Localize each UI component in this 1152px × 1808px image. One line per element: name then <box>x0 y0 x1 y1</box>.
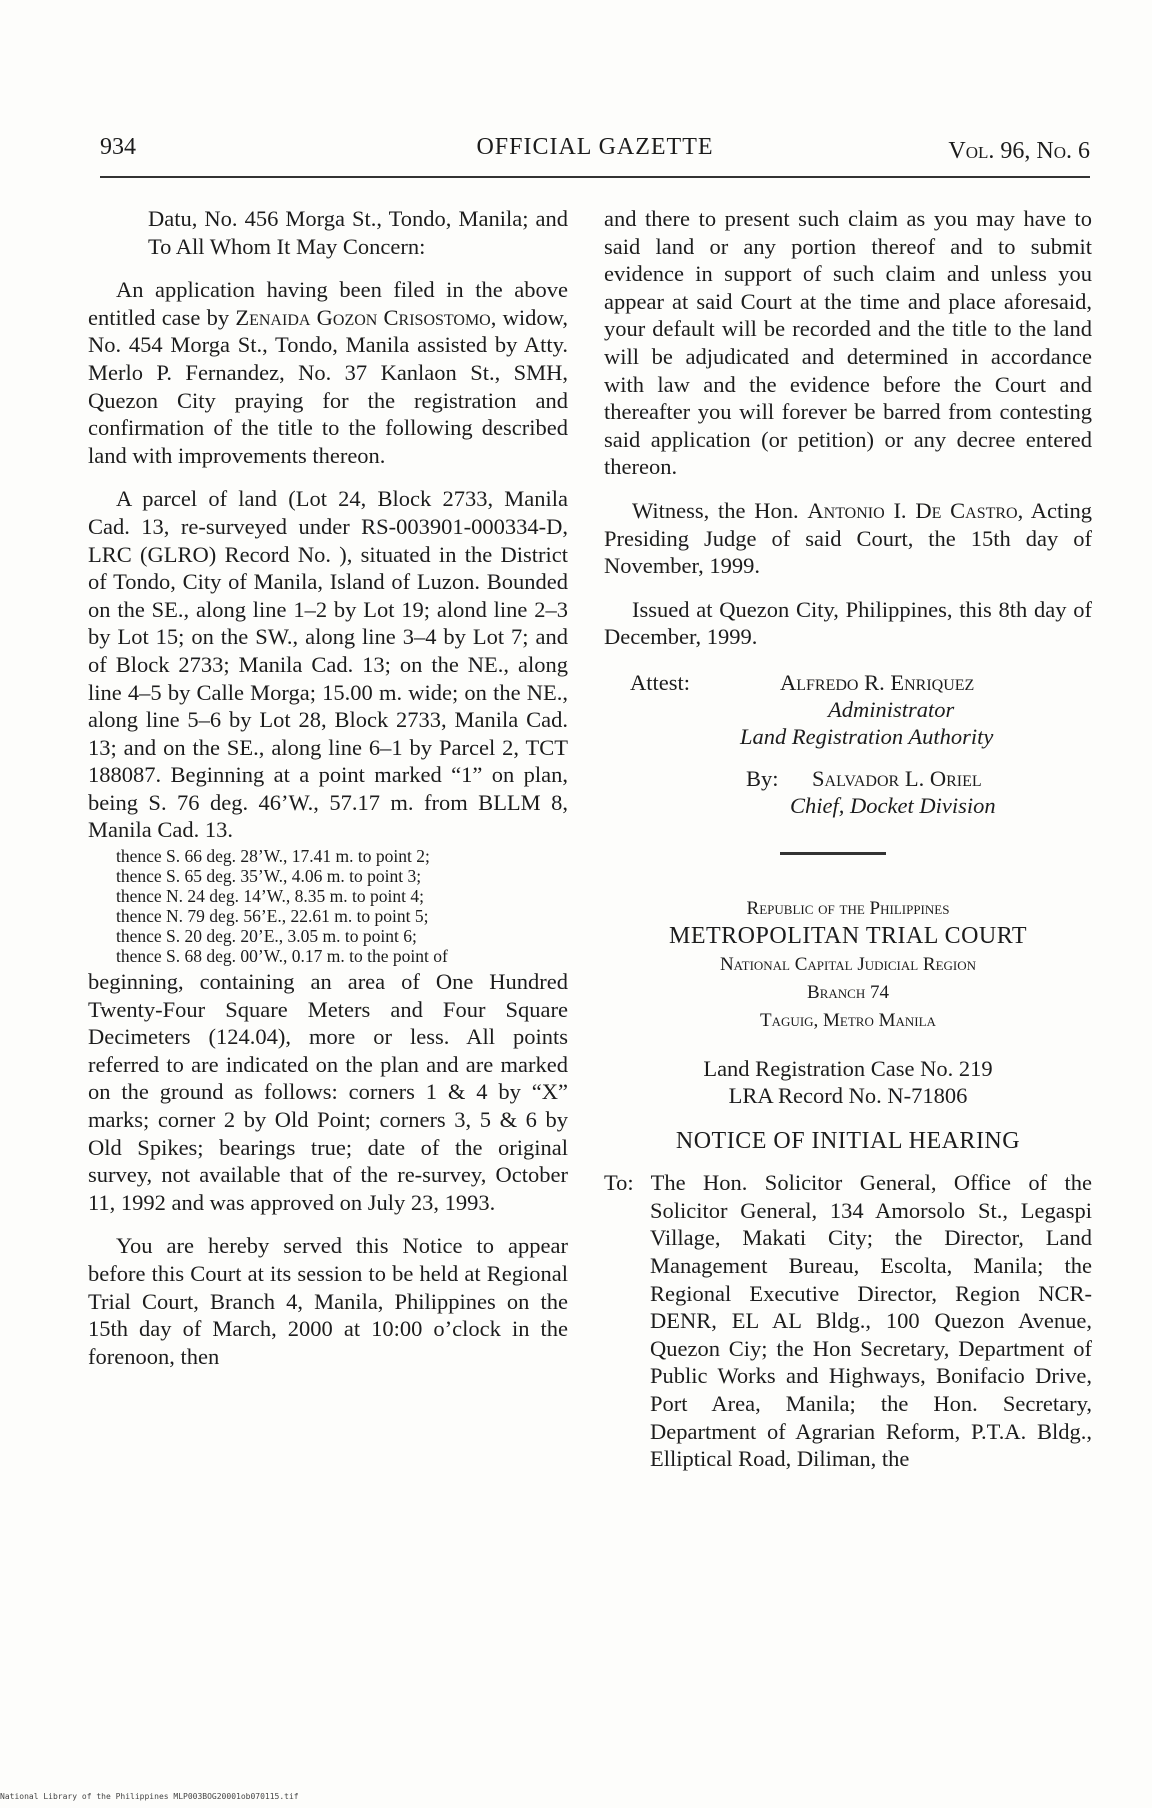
publication-title: OFFICIAL GAZETTE <box>476 134 714 160</box>
left-column <box>88 205 568 1370</box>
applicant-name: Zenaida Gozon Crisostomo <box>235 304 491 330</box>
case-number: Land Registration Case No. 219 <box>703 1055 993 1081</box>
attest-authority: Land Registration Authority <box>740 723 994 749</box>
by-name: Salvador L. Oriel <box>812 765 982 791</box>
parcel-description: A parcel of land (Lot 24, Block 2733, Manila Cad. 13, re-surveyed under RS-003901-000334-D, LRC (GLRO) Record No. ), situated in the District of Tondo, City of Manila, Island of Luzon. Bounded on the SE., along line 1–2 by Lot 19; alond line 2–3 by Lot 15; on the SW., along line 3–4 by Lot 7; and of Block 2733; Manila Cad. 13; on the NE., along line 4–5 by Calle Morga; 15.00 m. wide; on the NE., along line 5–6 by Lot 28, Block 2733, Manila Cad. 13; and on the SE., along line 6–1 by Parcel 2, TCT 188087. Beginning at a point marked “1” on plan, being S. 76 deg. 46’W., 57.17 m. from BLLM 8, Manila Cad. 13. <box>88 486 568 843</box>
witness-paragraph: Witness, the Hon. Antonio I. De Castro, Acting Presiding Judge of said Court, the 15th day of November, 1999. <box>604 497 1092 579</box>
notice-addressees: To: The Hon. Solicitor General, Office of the Solicitor General, 134 Amorsolo St., Legaspi Village, Makati City; the Director, Land Management Bureau, Escolta, Manila; the Regional Executive Director, Region NCR-DENR, EL AL Bldg., 100 Quezon Avenue, Quezon Ciy; the Hon Secretary, Department of Public Works and Highways, Bonifacio Drive, Port Area, Manila; the Hon. Secretary, Department of Agrarian Reform, P.T.A. Bldg., Elliptical Road, Diliman, the <box>604 1170 1092 1472</box>
section-divider <box>780 852 886 855</box>
header-rule <box>100 176 1090 178</box>
right-column <box>604 205 1092 1473</box>
court-branch: Branch 74 <box>807 981 889 1003</box>
lra-record-number: LRA Record No. N-71806 <box>728 1083 968 1109</box>
bearing-line: thence S. 65 deg. 35’W., 4.06 m. to point 3; <box>116 866 422 887</box>
attest-name: Alfredo R. Enriquez <box>780 669 975 695</box>
court-heading <box>604 895 1092 1155</box>
scan-footer: National Library of the Philippines MLP003BOG20001ob070115.tif <box>0 1792 299 1801</box>
area-description: beginning, containing an area of One Hundred Twenty-Four Square Meters and Four Square Decimeters (124.04), more or less. All points referred to are indicated on the plan and are marked on the ground as follows: corners 1 & 4 by “X” marks; corner 2 by Old Point; corners 3, 5 & 6 by Old Spikes; bearings true; date of the original survey, not available that of the re-survey, October 11, 1992 and was approved on July 23, 1993. <box>88 969 568 1215</box>
application-paragraph: An application having been filed in the above entitled case by Zenaida Gozon Crisostomo, widow, No. 454 Morga St., Tondo, Manila assisted by Atty. Merlo P. Fernandez, No. 37 Kanlaon St., SMH, Quezon City praying for the registration and confirmation of the title to the following described land with improvements thereon. <box>88 277 568 468</box>
attest-title: Administrator <box>828 696 955 722</box>
addressee-continuation: Datu, No. 456 Morga St., Tondo, Manila; and To All Whom It May Concern: <box>148 206 568 259</box>
bearing-line: thence N. 79 deg. 56’E., 22.61 m. to point 5; <box>116 906 429 927</box>
claim-paragraph: and there to present such claim as you may have to said land or any portion thereof and to submit evidence in support of such claim and unless you appear at said Court at the time and place aforesaid, your default will be recorded and the title to the land will be adjudicated and determined in accordance with law and the evidence before the Court and thereafter you will forever be barred from contesting said application (or petition) or any decree entered thereon. <box>604 206 1092 480</box>
served-notice-paragraph: You are hereby served this Notice to appear before this Court at its session to be held at Regional Trial Court, Branch 4, Manila, Philippines on the 15th day of March, 2000 at 10:00 o’clock in the forenoon, then <box>88 1233 568 1369</box>
by-title: Chief, Docket Division <box>790 792 996 818</box>
court-republic: Republic of the Philippines <box>746 897 950 919</box>
page-number: 934 <box>100 134 136 160</box>
attestation-block <box>604 669 1092 834</box>
attest-label: Attest: <box>630 669 690 695</box>
by-label: By: <box>746 765 779 791</box>
issued-paragraph: Issued at Quezon City, Philippines, this 8th day of December, 1999. <box>604 596 1092 650</box>
judge-name: Antonio I. De Castro <box>807 497 1018 523</box>
bearing-line: thence N. 24 deg. 14’W., 8.35 m. to point 4; <box>116 886 424 907</box>
bearings-list <box>116 846 568 966</box>
volume-number: Vol. 96, No. 6 <box>948 138 1090 164</box>
court-name: METROPOLITAN TRIAL COURT <box>669 922 1027 949</box>
bearing-line: thence S. 66 deg. 28’W., 17.41 m. to point 2; <box>116 846 430 867</box>
notice-title: NOTICE OF INITIAL HEARING <box>675 1127 1021 1154</box>
bearing-line: thence S. 20 deg. 20’E., 3.05 m. to point 6; <box>116 926 417 947</box>
page-header <box>100 134 1090 174</box>
court-place: Taguig, Metro Manila <box>760 1009 936 1031</box>
court-region: National Capital Judicial Region <box>719 953 977 975</box>
bearing-line: thence S. 68 deg. 00’W., 0.17 m. to the point of <box>116 946 448 967</box>
